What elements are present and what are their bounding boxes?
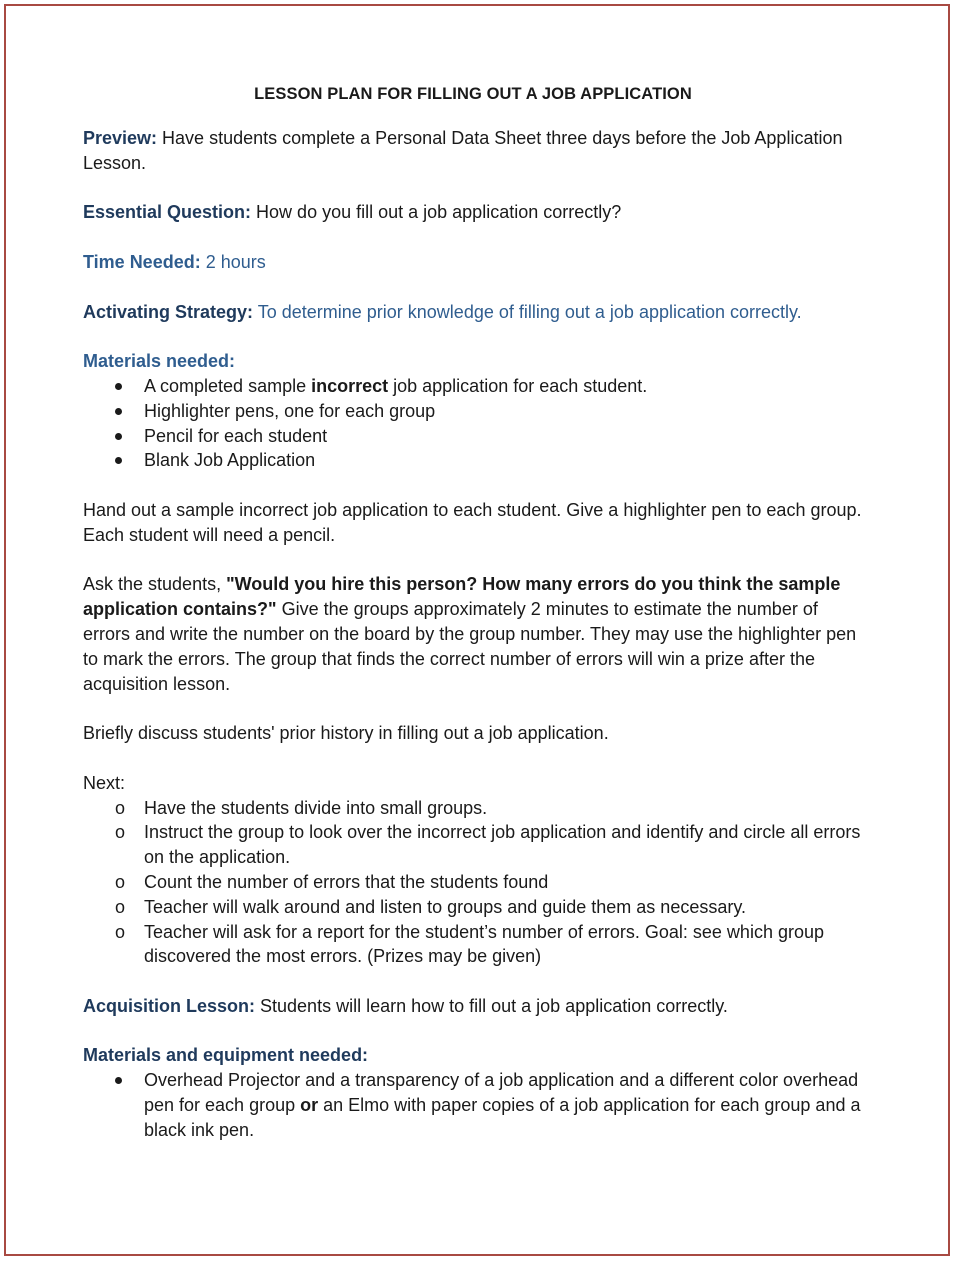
list-item xyxy=(83,895,863,920)
item-text: an Elmo with paper copies of a job application for each group and a black ink pen. xyxy=(144,1095,861,1140)
acquisition-text: Students will learn how to fill out a job application correctly. xyxy=(255,995,728,1016)
item-text: Have the students divide into small groups. xyxy=(144,797,488,818)
list-item: Blank Job Application xyxy=(83,448,863,473)
list-marker: o xyxy=(115,797,126,818)
activating-strategy-paragraph xyxy=(83,300,863,325)
next-steps-list xyxy=(83,796,863,970)
time-needed-text: 2 hours xyxy=(200,251,266,272)
list-item xyxy=(83,796,863,821)
list-item xyxy=(83,1068,863,1142)
list-item: Highlighter pens, one for each group xyxy=(83,399,863,424)
next-section xyxy=(83,771,863,969)
materials-equipment-list xyxy=(83,1068,863,1142)
acquisition-label: Acquisition Lesson: xyxy=(83,995,256,1016)
item-text: Instruct the group to look over the incorrect job application and identify and circle all errors on the application. xyxy=(144,822,861,868)
item-text: A completed sample xyxy=(144,375,312,396)
essential-question-text: How do you fill out a job application correctly? xyxy=(251,202,622,223)
item-text: Teacher will ask for a report for the student’s number of errors. Goal: see which group discovered the most errors. (Prizes may be given) xyxy=(144,921,824,967)
list-marker: o xyxy=(115,896,126,917)
activating-strategy-label: Activating Strategy: xyxy=(83,301,254,322)
preview-text: Have students complete a Personal Data Sheet three days before the Job Application Lesson. xyxy=(83,128,843,173)
essential-question-paragraph xyxy=(83,200,863,225)
item-emphasis: or xyxy=(300,1095,319,1116)
activating-strategy-text: To determine prior knowledge of filling out a job application correctly. xyxy=(253,301,802,322)
materials-needed-label: Materials needed: xyxy=(83,351,236,372)
ask-paragraph xyxy=(83,572,863,696)
lesson-plan-document xyxy=(83,82,863,1143)
materials-equipment-label: Materials and equipment needed: xyxy=(83,1045,369,1066)
ask-rest: Give the groups approximately 2 minutes to estimate the number of errors and write the number on the board by the group number. They may use the highlighter pen to mark the errors. The group that finds the correct number of errors will win a prize after the acquisition lesson. xyxy=(83,599,857,694)
time-needed-paragraph xyxy=(83,250,863,275)
materials-needed-list xyxy=(83,374,863,473)
hand-out-paragraph: Hand out a sample incorrect job application to each student. Give a highlighter pen to each group. Each student will need a pencil. xyxy=(83,499,862,545)
list-marker: o xyxy=(115,921,126,942)
ask-intro: Ask the students, xyxy=(83,574,227,595)
item-text: Overhead Projector and a transparency of a job application and a different color overhead pen for each group xyxy=(144,1070,859,1116)
acquisition-paragraph xyxy=(83,994,863,1019)
preview-label: Preview: xyxy=(83,128,158,148)
list-item: Pencil for each student xyxy=(83,424,863,449)
essential-question-label: Essential Question: xyxy=(83,202,252,223)
item-text: Count the number of errors that the students found xyxy=(144,871,549,892)
materials-equipment-section xyxy=(83,1043,863,1142)
list-item xyxy=(83,374,863,399)
time-needed-label: Time Needed: xyxy=(83,251,201,272)
list-item xyxy=(83,820,863,870)
list-marker: o xyxy=(115,822,126,843)
ask-quote: "Would you hire this person? How many errors do you think the sample application contains?" xyxy=(83,574,841,620)
briefly-paragraph: Briefly discuss students' prior history in filling out a job application. xyxy=(83,723,609,744)
list-item xyxy=(83,870,863,895)
item-text: job application for each student. xyxy=(388,375,648,396)
document-title: LESSON PLAN FOR FILLING OUT A JOB APPLICATION xyxy=(254,85,692,103)
materials-needed-section xyxy=(83,349,863,473)
item-text: Teacher will walk around and listen to groups and guide them as necessary. xyxy=(144,896,747,917)
item-emphasis: incorrect xyxy=(311,375,389,396)
next-label: Next: xyxy=(83,772,126,793)
list-marker: o xyxy=(115,871,126,892)
list-item xyxy=(83,920,863,970)
preview-paragraph xyxy=(83,126,863,176)
